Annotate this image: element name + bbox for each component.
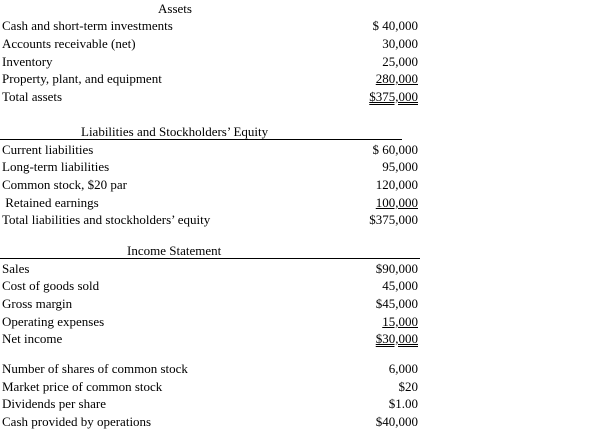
row-label: Cash and short-term investments (2, 18, 173, 33)
row-value: $1.00 (388, 396, 418, 411)
row-label: Net income (2, 331, 63, 346)
total-liabilities-value: $375,000 (369, 212, 418, 227)
row-value: $45,000 (375, 296, 418, 311)
net-income-value: $30,000 (375, 331, 418, 346)
row-value: 45,000 (382, 278, 418, 293)
row-label: Cost of goods sold (2, 278, 100, 293)
row-label: Cash provided by operations (2, 414, 152, 429)
row-label: Total assets (2, 89, 63, 104)
row-label: Dividends per share (2, 396, 106, 411)
row-value: $90,000 (375, 261, 418, 276)
row-label: Accounts receivable (net) (2, 36, 136, 51)
row-label: Operating expenses (2, 314, 105, 329)
row-label: Sales (2, 261, 30, 276)
section-rule (0, 139, 402, 140)
row-value: 6,000 (388, 361, 418, 376)
liabilities-heading: Liabilities and Stockholders’ Equity (81, 124, 269, 139)
assets-heading: Assets (158, 1, 192, 16)
row-value: $ 40,000 (372, 18, 418, 33)
row-value: 100,000 (375, 195, 418, 210)
row-label: Property, plant, and equipment (2, 71, 162, 86)
row-label: Current liabilities (2, 142, 94, 157)
row-value: 15,000 (382, 314, 418, 329)
row-value: 95,000 (382, 159, 418, 174)
section-rule (0, 258, 420, 259)
total-assets-value: $375,000 (369, 89, 418, 104)
row-label: Retained earnings (2, 195, 99, 210)
row-label: Inventory (2, 54, 53, 69)
row-label: Long-term liabilities (2, 159, 110, 174)
row-value: $20 (398, 379, 418, 394)
row-value: 25,000 (382, 54, 418, 69)
row-value: $40,000 (375, 414, 418, 429)
row-label: Gross margin (2, 296, 73, 311)
income-heading: Income Statement (127, 243, 222, 258)
row-label: Market price of common stock (2, 379, 163, 394)
row-value: 120,000 (375, 177, 418, 192)
row-label: Number of shares of common stock (2, 361, 188, 376)
row-value: 280,000 (375, 71, 418, 86)
row-value: 30,000 (382, 36, 418, 51)
row-value: $ 60,000 (372, 142, 418, 157)
row-label: Common stock, $20 par (2, 177, 127, 192)
row-label: Total liabilities and stockholders’ equity (2, 212, 211, 227)
